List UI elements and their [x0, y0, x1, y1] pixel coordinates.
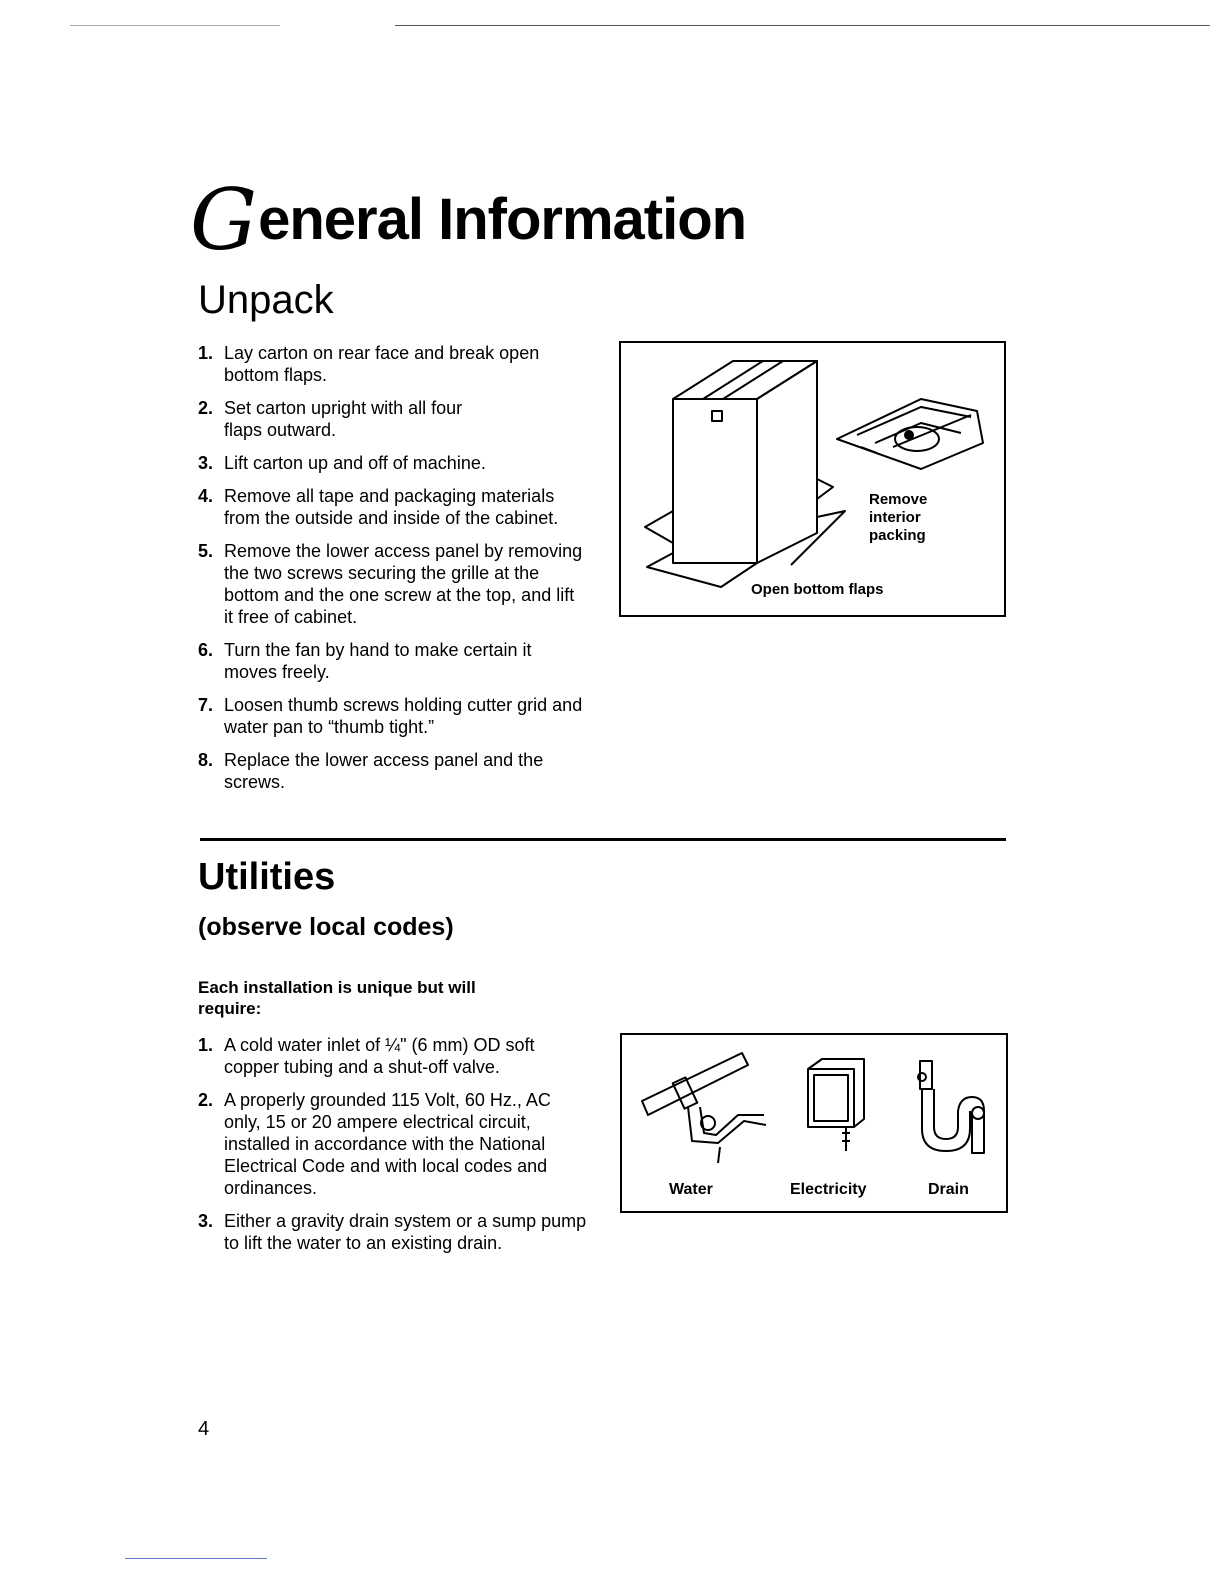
list-item: 2. Set carton upright with all four flaps outward.: [198, 398, 463, 440]
scan-artifact-line: [125, 1558, 267, 1559]
utilities-heading: Utilities: [198, 856, 336, 898]
label-drain: Drain: [928, 1181, 969, 1198]
list-item: 3. Either a gravity drain system or a sump pump to lift the water to an existing drain.: [198, 1211, 587, 1253]
list-item: 1. Lay carton on rear face and break open bottom flaps.: [198, 343, 540, 385]
unpack-illustration: [619, 341, 1006, 617]
list-item: 1. A cold water inlet of ¼" (6 mm) OD soft copper tubing and a shut-off valve.: [198, 1035, 535, 1077]
unpack-heading: Unpack: [198, 278, 334, 322]
scan-artifact-line: [70, 25, 280, 26]
label-water: Water: [669, 1181, 713, 1198]
carton-drawing: [621, 343, 1004, 615]
section-divider: [200, 838, 1006, 841]
page-number: 4: [198, 1418, 210, 1440]
page-title: [190, 168, 747, 269]
list-item: 3. Lift carton up and off of machine.: [198, 453, 486, 473]
unpack-steps: [198, 342, 588, 793]
utilities-lead: Each installation is unique but will require:: [198, 978, 476, 1018]
list-item: 8. Replace the lower access panel and the screws.: [198, 750, 544, 792]
page-title-text: eneral Information: [258, 187, 747, 252]
page-title-initial: G: [190, 171, 257, 269]
electrical-box-icon: [808, 1059, 864, 1151]
label-open-flaps: Open bottom flaps: [751, 581, 884, 598]
list-item: 6. Turn the fan by hand to make certain it moves freely.: [198, 640, 532, 682]
list-item: 5. Remove the lower access panel by removing the two screws securing the grille at the bottom and the one screw at the top, and lift it free of cabinet.: [198, 541, 583, 627]
water-pipe-icon: [642, 1053, 766, 1163]
label-remove-packing: Remove interior packing: [869, 491, 928, 544]
utilities-requirements: [198, 1034, 588, 1254]
drain-trap-icon: [918, 1061, 984, 1153]
utilities-illustration: [620, 1033, 1008, 1213]
scan-artifact-line: [395, 25, 1210, 26]
utilities-subheading: (observe local codes): [198, 913, 454, 941]
list-item: 2. A properly grounded 115 Volt, 60 Hz., AC only, 15 or 20 ampere electrical circuit, installed in accordance with the National Electrical Code and with local codes and ordinances.: [198, 1090, 551, 1198]
list-item: 7. Loosen thumb screws holding cutter grid and water pan to “thumb tight.”: [198, 695, 583, 737]
label-electricity: Electricity: [790, 1181, 867, 1198]
list-item: 4. Remove all tape and packaging materials from the outside and inside of the cabinet.: [198, 486, 559, 528]
